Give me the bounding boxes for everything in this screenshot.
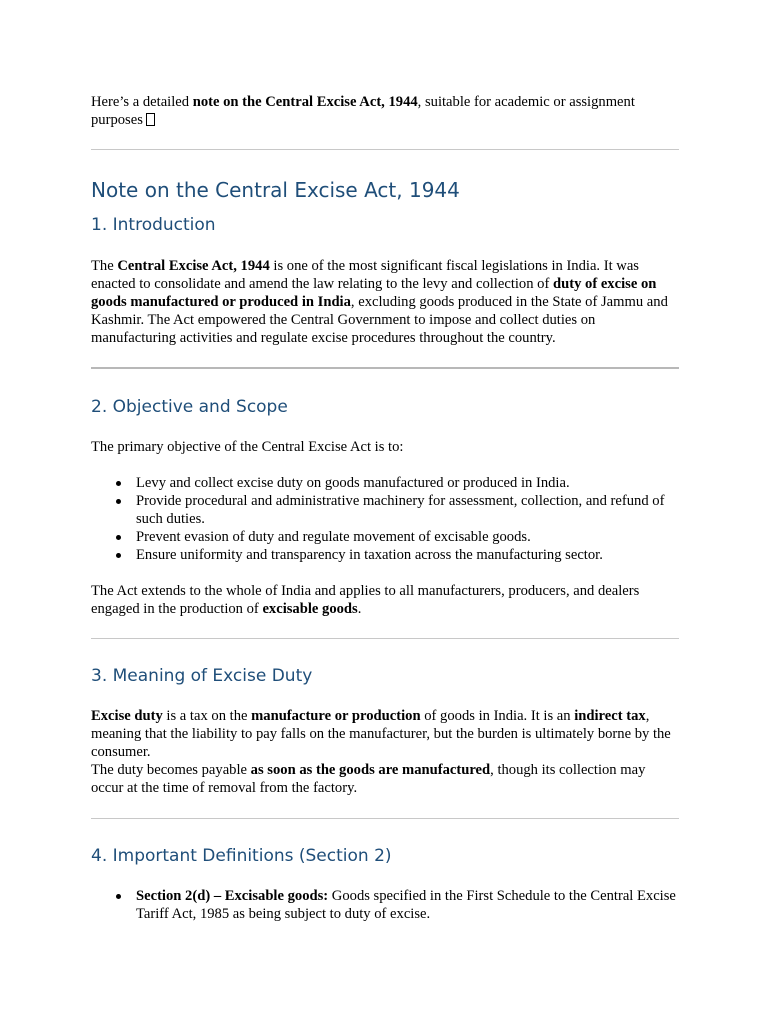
bold-run: Section 2(d) – Excisable goods: — [136, 888, 329, 904]
text-run: . — [357, 601, 362, 617]
intro-text: Here’s a detailed — [91, 94, 193, 110]
section-heading-excise-duty: 3. Meaning of Excise Duty — [91, 666, 313, 686]
text-run: The — [91, 258, 118, 274]
excise-duty-paragraph — [91, 707, 679, 797]
list-item — [136, 887, 679, 923]
bold-run: manufacture or production — [251, 708, 421, 724]
text-run: The duty becomes payable — [91, 762, 251, 778]
section-heading-definitions: 4. Important Definitions (Section 2) — [91, 846, 392, 866]
list-item: Levy and collect excise duty on goods manufactured or produced in India. — [136, 474, 679, 492]
bold-run: excisable goods — [262, 601, 358, 617]
document-page — [91, 93, 679, 923]
list-item: Prevent evasion of duty and regulate movement of excisable goods. — [136, 528, 679, 546]
text-run: , excluding goods produced in the State of Jammu and Kashmir. The Act empowered the Central Government to impose and collect duties on manufacturing activities and regulate excise procedures throughout the country. — [91, 294, 668, 346]
text-run: Goods specified in the First Schedule to the Central Excise Tariff Act, 1985 as being subject to duty of excise. — [136, 888, 676, 922]
bold-run: duty of excise on goods manufactured or produced in India — [91, 276, 657, 310]
document-title: Note on the Central Excise Act, 1944 — [91, 178, 460, 202]
objective-lead-paragraph: The primary objective of the Central Excise Act is to: — [91, 439, 404, 455]
text-run: is a tax on the — [162, 708, 252, 724]
list-item: Ensure uniformity and transparency in taxation across the manufacturing sector. — [136, 546, 679, 564]
text-run: is one of the most significant fiscal legislations in India. It was enacted to consolidate and amend the law relating to the levy and collection of — [91, 258, 639, 292]
text-run: , though its collection may occur at the time of removal from the factory. — [91, 762, 646, 796]
text-run: of goods in India. It is an — [420, 708, 575, 724]
section-heading-objective-scope: 2. Objective and Scope — [91, 397, 288, 417]
definitions-list — [91, 887, 679, 923]
intro-text-rest: , suitable for academic or assignment purposes — [91, 94, 635, 128]
bold-run: indirect tax — [574, 708, 646, 724]
text-run: , meaning that the liability to pay falls on the manufacturer, but the burden is ultimately borne by the consumer. — [91, 708, 671, 760]
introduction-paragraph — [91, 257, 679, 347]
divider — [91, 818, 679, 819]
divider — [91, 638, 679, 639]
list-item: Provide procedural and administrative machinery for assessment, collection, and refund of such duties. — [136, 492, 679, 528]
objective-list — [91, 474, 679, 564]
missing-glyph-icon — [146, 113, 155, 126]
intro-paragraph — [91, 93, 679, 129]
text-run: The Act extends to the whole of India and applies to all manufacturers, producers, and dealers engaged in the production of — [91, 583, 640, 617]
bold-run: Excise duty — [91, 708, 163, 724]
intro-bold-text: note on the Central Excise Act, 1944 — [192, 94, 418, 110]
scope-paragraph — [91, 582, 679, 618]
divider — [91, 367, 679, 369]
section-heading-introduction: 1. Introduction — [91, 215, 216, 235]
divider — [91, 149, 679, 150]
bold-run: as soon as the goods are manufactured — [250, 762, 491, 778]
bold-run: Central Excise Act, 1944 — [117, 258, 270, 274]
